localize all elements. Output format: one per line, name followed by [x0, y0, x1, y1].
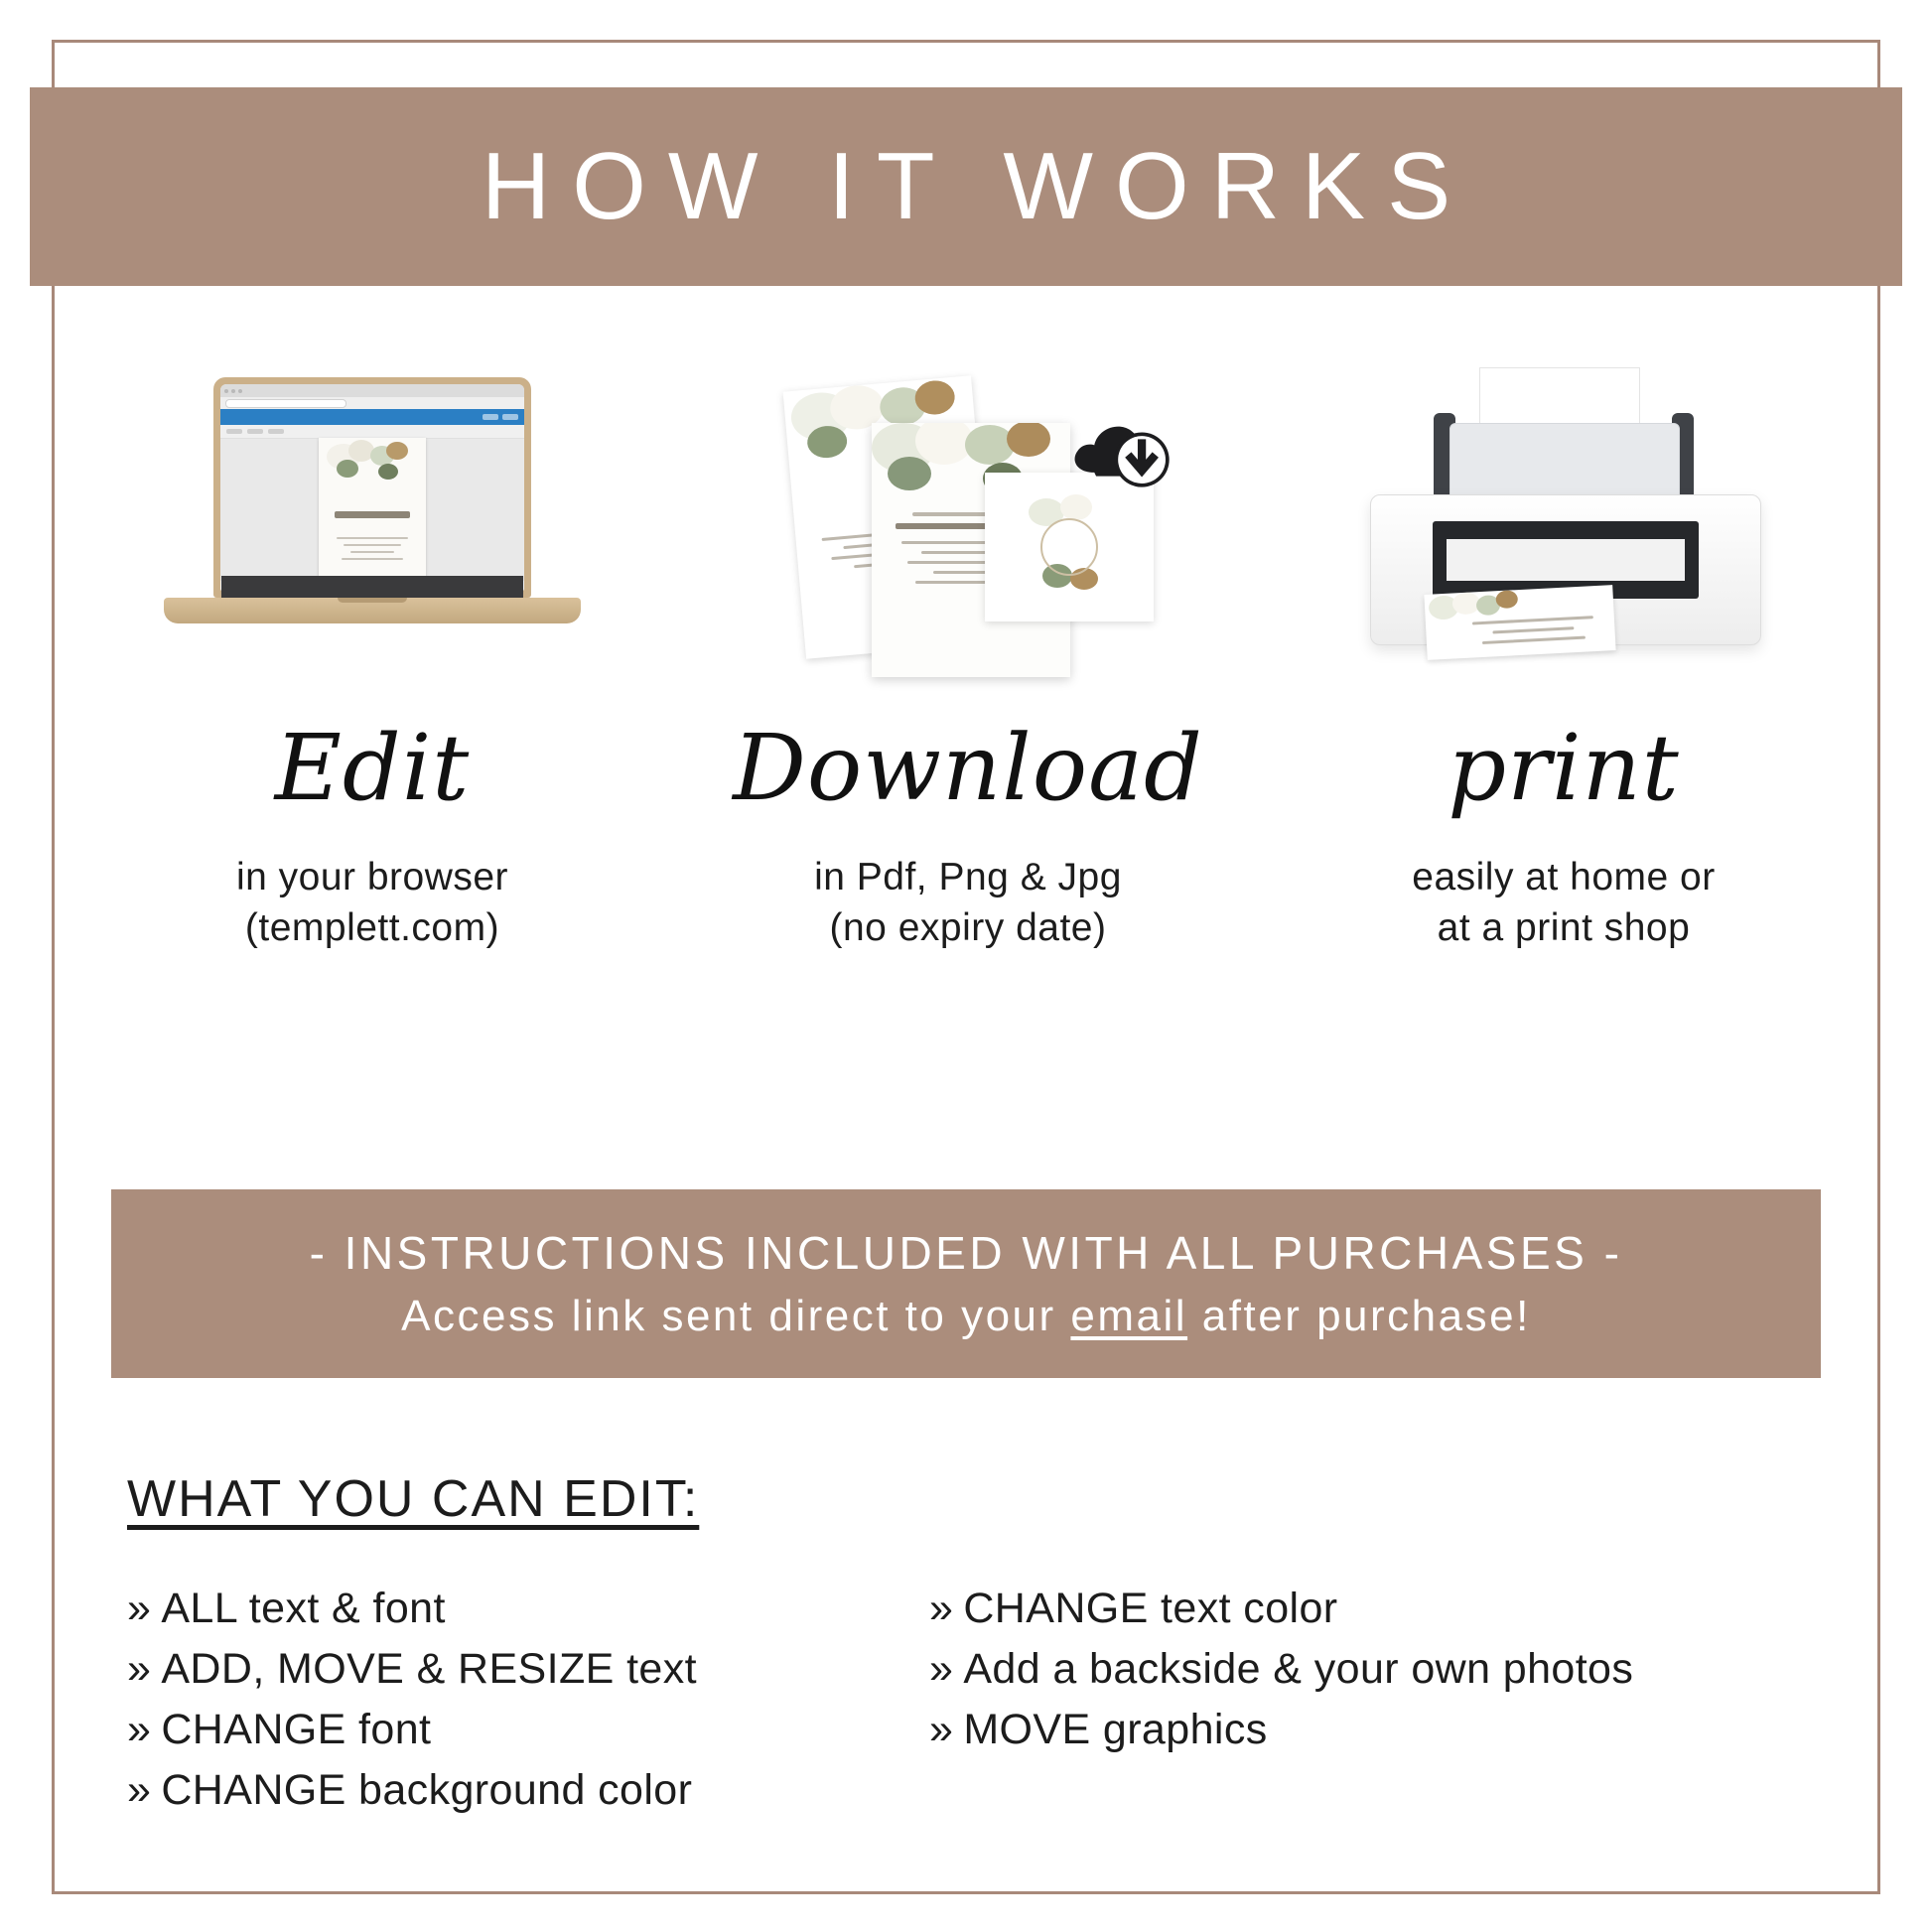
step-edit-caption-line1: in your browser	[235, 856, 509, 898]
edit-list-right	[929, 1579, 1855, 1821]
step-edit	[89, 367, 655, 954]
step-download-caption-line2: (no expiry date)	[829, 906, 1107, 950]
step-download-art	[685, 367, 1251, 695]
email-word: email	[1070, 1292, 1188, 1340]
editor-canvas	[220, 439, 524, 581]
step-print-art	[1281, 367, 1847, 695]
instructions-subline-before: Access link sent direct to your	[401, 1292, 1071, 1340]
list-item-label: CHANGE text color	[963, 1585, 1338, 1632]
list-item-label: Add a backside & your own photos	[963, 1645, 1634, 1694]
instructions-headline: - INSTRUCTIONS INCLUDED WITH ALL PURCHASES -	[309, 1227, 1623, 1279]
step-download-label: Download	[733, 715, 1203, 821]
laptop-keyboard	[221, 576, 523, 600]
step-download	[685, 367, 1251, 954]
steps-row	[89, 367, 1847, 954]
laptop-base	[164, 598, 581, 623]
browser-tab-bar	[220, 384, 524, 397]
page-title: HOW IT WORKS	[481, 133, 1473, 239]
instructions-band	[111, 1189, 1821, 1378]
laptop-icon	[164, 377, 581, 695]
list-item	[929, 1700, 1855, 1760]
list-item-label: CHANGE background color	[161, 1766, 693, 1815]
printed-invitation	[1424, 585, 1615, 660]
step-edit-caption-line2: (templett.com)	[244, 906, 500, 950]
list-item-label: ALL text & font	[161, 1585, 446, 1632]
bullet-marker: »	[127, 1585, 152, 1632]
bullet-marker: »	[127, 1766, 152, 1815]
invitation-envelope	[985, 473, 1154, 621]
instructions-subline-after: after purchase!	[1187, 1292, 1531, 1340]
list-item	[929, 1639, 1855, 1700]
step-print-caption	[1412, 852, 1715, 954]
bullet-marker: »	[929, 1645, 954, 1694]
step-edit-art	[89, 367, 655, 695]
printer-paper-tray	[1449, 423, 1680, 500]
laptop-lid	[213, 377, 531, 598]
url-field	[225, 399, 346, 408]
step-print-label: print	[1448, 715, 1680, 821]
list-item	[127, 1579, 892, 1639]
bullet-marker: »	[127, 1706, 152, 1754]
invitation-preview	[319, 438, 426, 583]
step-print	[1281, 367, 1847, 954]
step-download-caption-line1: in Pdf, Png & Jpg	[814, 856, 1122, 898]
bullet-marker: »	[929, 1585, 954, 1632]
list-item	[929, 1579, 1855, 1639]
step-edit-caption	[236, 852, 508, 954]
download-cloud-icon	[1064, 403, 1175, 494]
list-item-label: CHANGE font	[161, 1706, 432, 1754]
bullet-marker: »	[929, 1706, 954, 1754]
printer-icon	[1330, 367, 1797, 695]
edit-lists	[127, 1579, 1855, 1821]
edit-section-title: WHAT YOU CAN EDIT:	[127, 1470, 700, 1528]
bullet-marker: »	[127, 1645, 152, 1694]
header-banner	[30, 87, 1902, 286]
list-item-label: ADD, MOVE & RESIZE text	[161, 1645, 697, 1694]
edit-list-left	[127, 1579, 892, 1821]
invitation-cards-download-icon	[755, 377, 1181, 695]
step-print-caption-line2: at a print shop	[1437, 906, 1691, 950]
app-header-bar	[220, 409, 524, 425]
list-item	[127, 1639, 892, 1700]
step-edit-label: Edit	[274, 715, 471, 821]
list-item	[127, 1700, 892, 1760]
list-item-label: MOVE graphics	[963, 1706, 1268, 1754]
list-item	[127, 1760, 892, 1821]
browser-url-bar	[220, 397, 524, 409]
laptop-screen	[220, 384, 524, 591]
step-print-caption-line1: easily at home or	[1412, 856, 1716, 898]
instructions-subline	[401, 1292, 1531, 1341]
step-download-caption	[814, 852, 1122, 954]
